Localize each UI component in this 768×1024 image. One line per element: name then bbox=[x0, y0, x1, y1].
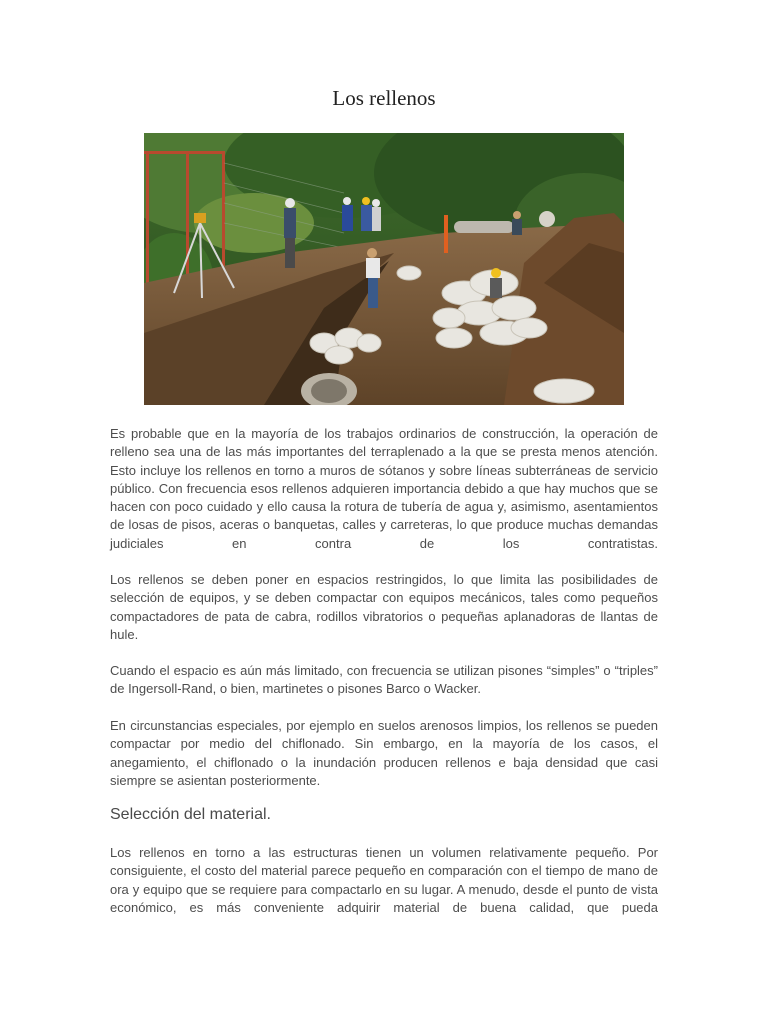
trench-photo bbox=[144, 133, 624, 405]
paragraph-intro: Es probable que en la mayoría de los trabajos ordinarios de construcción, la operación de relleno sea una de las más importantes del terraplenado a la que se presta menos atención. Esto incluye los rellenos en torno a muros de sótanos y sobre líneas subterráneas de servicio público. Con frecuencia esos rellenos adquieren importancia debido a que hay muchos que se hacen con poco cuidado y ello causa la rotura de tubería de agua y, asimismo, asentamientos de losas de pisos, aceras o banquetas, calles y carreteras, lo que produce muchas demandas judiciales en contra de los contratistas. bbox=[110, 426, 658, 551]
paragraph-restricted-spaces: Los rellenos se deben poner en espacios restringidos, lo que limita las posibilidades de selección de equipos, y se deben compactar con equipos mecánicos, tales como pequeños compactadores de pata de cabra, rodillos vibratorios o pequeñas aplanadoras de llantas de hule. bbox=[110, 572, 658, 642]
paragraph-special-circumstances: En circunstancias especiales, por ejemplo en suelos arenosos limpios, los rellenos se pueden compactar por medio del chiflonado. Sin embargo, en la mayoría de los casos, el anegamiento, el chiflonado o la inundación producen rellenos e baja densidad que casi siempre se asientan posteriormente. bbox=[110, 718, 658, 788]
page-title: Los rellenos bbox=[332, 86, 436, 110]
section-heading: Selección del material. bbox=[110, 806, 271, 823]
paragraph-material-selection: Los rellenos en torno a las estructuras tienen un volumen relativamente pequeño. Por consiguiente, el costo del material parece pequeño en comparación con el tiempo de mano de ora y equipo que se requiere para compactarlo en su lugar. A menudo, desde el punto de vista económico, es más conveniente adquirir material de buena calidad, que pueda bbox=[110, 845, 658, 915]
paragraph-tampers: Cuando el espacio es aún más limitado, con frecuencia se utilizan pisones “simples” o “triples” de Ingersoll-Rand, o bien, martinetes o pisones Barco o Wacker. bbox=[110, 663, 658, 697]
